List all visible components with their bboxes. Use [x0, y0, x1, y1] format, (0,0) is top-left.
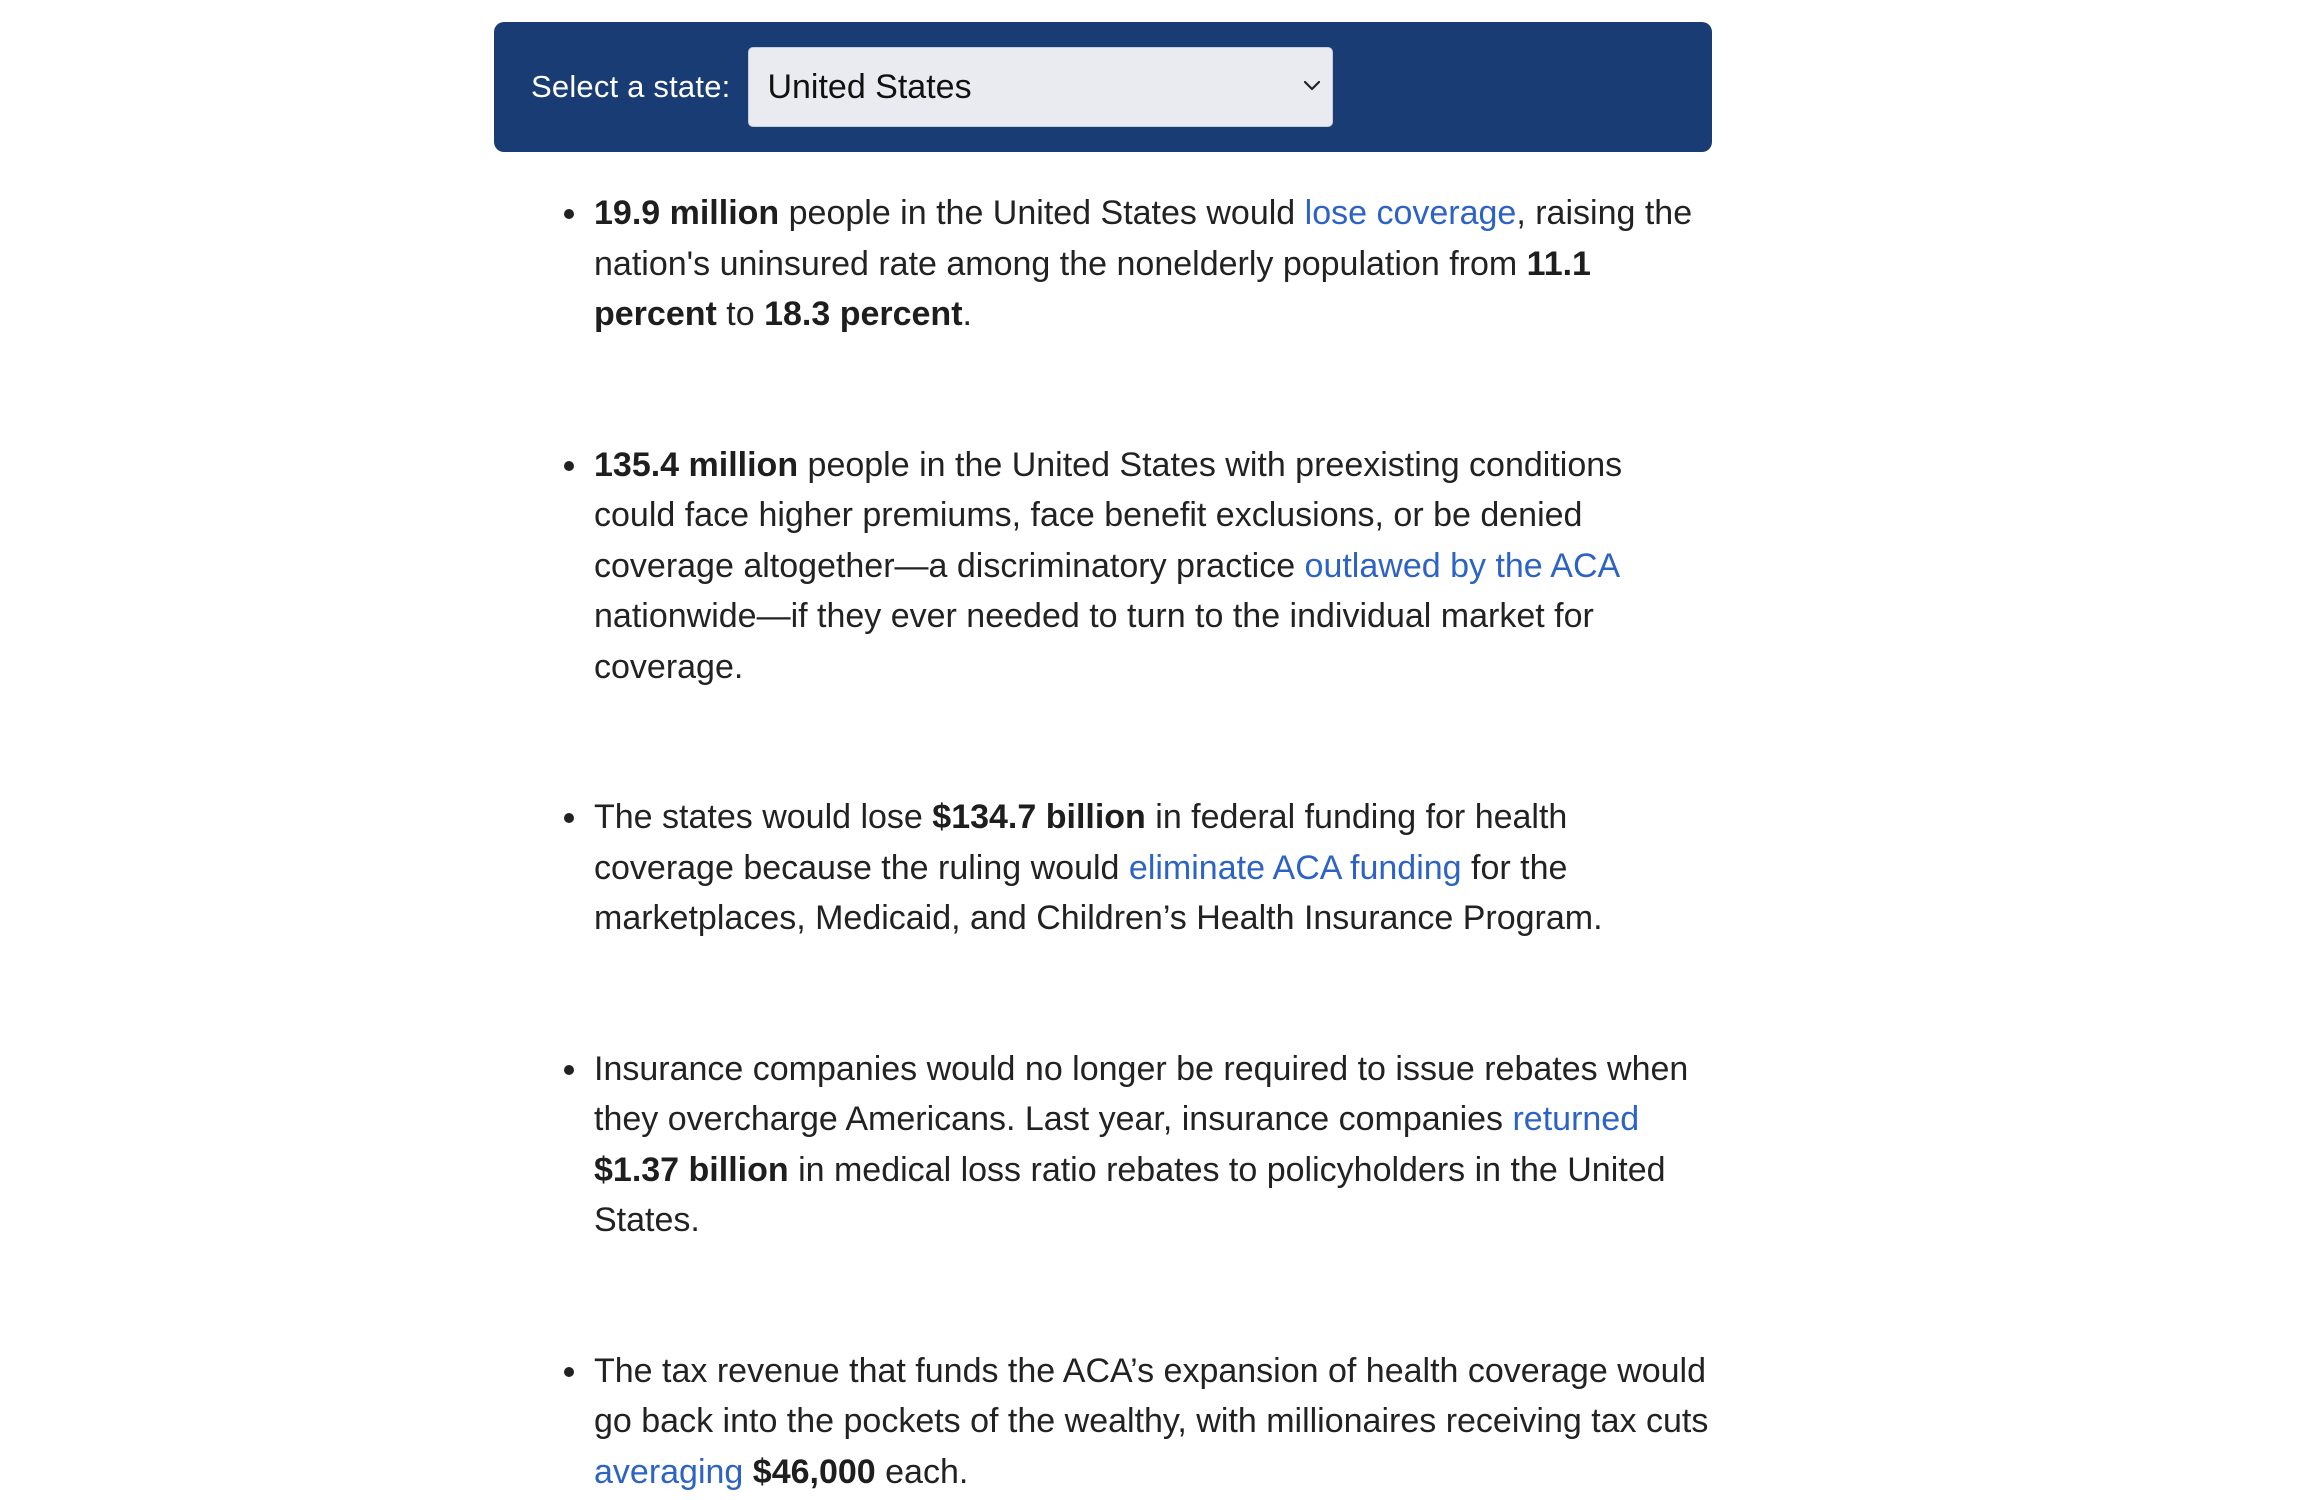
state-select-dropdown[interactable]: [748, 47, 1333, 127]
bullet-icon: [564, 1367, 574, 1377]
fact-item-federal-funding: [494, 792, 1712, 944]
fact-text: nationwide—if they ever needed to turn to the individual market for coverage.: [594, 597, 1594, 686]
bullet-icon: [564, 209, 574, 219]
fact-text: , raising the nation's uninsured rate among the nonelderly population from: [594, 194, 1693, 283]
fact-value: 19.9 million: [594, 194, 780, 232]
bullet-icon: [564, 813, 574, 823]
outlawed-by-aca-link[interactable]: outlawed by the ACA: [1304, 546, 1619, 585]
fact-item-preexisting-conditions: [494, 440, 1712, 693]
bullet-icon: [564, 461, 574, 471]
fact-text: The tax revenue that funds the ACA’s expansion of health coverage would go back into the pockets of the wealthy, with millionaires receiving tax cuts: [594, 1351, 1709, 1440]
state-select-value: United States: [767, 67, 972, 106]
returned-link[interactable]: returned: [1512, 1100, 1640, 1138]
fact-text: people in the United States would: [779, 194, 1305, 232]
fact-text: people in the United States with preexisting conditions could face higher premiums, face benefit exclusions, or be denied coverage altogether—a discriminatory practice: [594, 445, 1623, 585]
fact-value: 18.3 percent: [764, 295, 963, 333]
fact-text: Insurance companies would no longer be required to issue rebates when they overcharge Americans. Last year, insurance companies: [594, 1049, 1689, 1138]
fact-item-coverage-loss: [494, 188, 1712, 340]
fact-text: in federal funding for health coverage because the ruling would: [594, 798, 1568, 887]
fact-text: each.: [875, 1452, 969, 1491]
fact-text: for the marketplaces, Medicaid, and Children’s Health Insurance Program.: [594, 848, 1603, 937]
chevron-down-icon: [1302, 79, 1322, 93]
fact-value: $134.7 billion: [932, 798, 1146, 836]
state-facts-panel: [494, 22, 1712, 1497]
fact-value: 11.1 percent: [594, 244, 1591, 333]
fact-text: The states would lose: [594, 798, 933, 836]
averaging-link-label: averaging: [594, 1452, 744, 1491]
fact-item-tax-cuts: [494, 1346, 1712, 1498]
fact-item-rebates: [494, 1044, 1712, 1246]
lose-coverage-link[interactable]: lose coverage: [1304, 194, 1517, 232]
state-selector-label: Select a state:: [531, 69, 731, 104]
fact-text: in medical loss ratio rebates to policyholders in the United States.: [594, 1150, 1666, 1239]
state-selector-bar: [494, 22, 1712, 152]
bullet-icon: [564, 1065, 574, 1075]
averaging-link-space: [743, 1453, 752, 1491]
fact-text: .: [962, 295, 972, 333]
averaging-link[interactable]: [594, 1453, 876, 1491]
averaging-link-value: $46,000: [752, 1452, 876, 1491]
facts-list: [494, 188, 1712, 1497]
eliminate-aca-funding-link[interactable]: eliminate ACA funding: [1128, 848, 1462, 887]
fact-value: 135.4 million: [594, 445, 799, 484]
fact-text: to: [716, 295, 765, 333]
fact-value: $1.37 billion: [594, 1150, 789, 1189]
